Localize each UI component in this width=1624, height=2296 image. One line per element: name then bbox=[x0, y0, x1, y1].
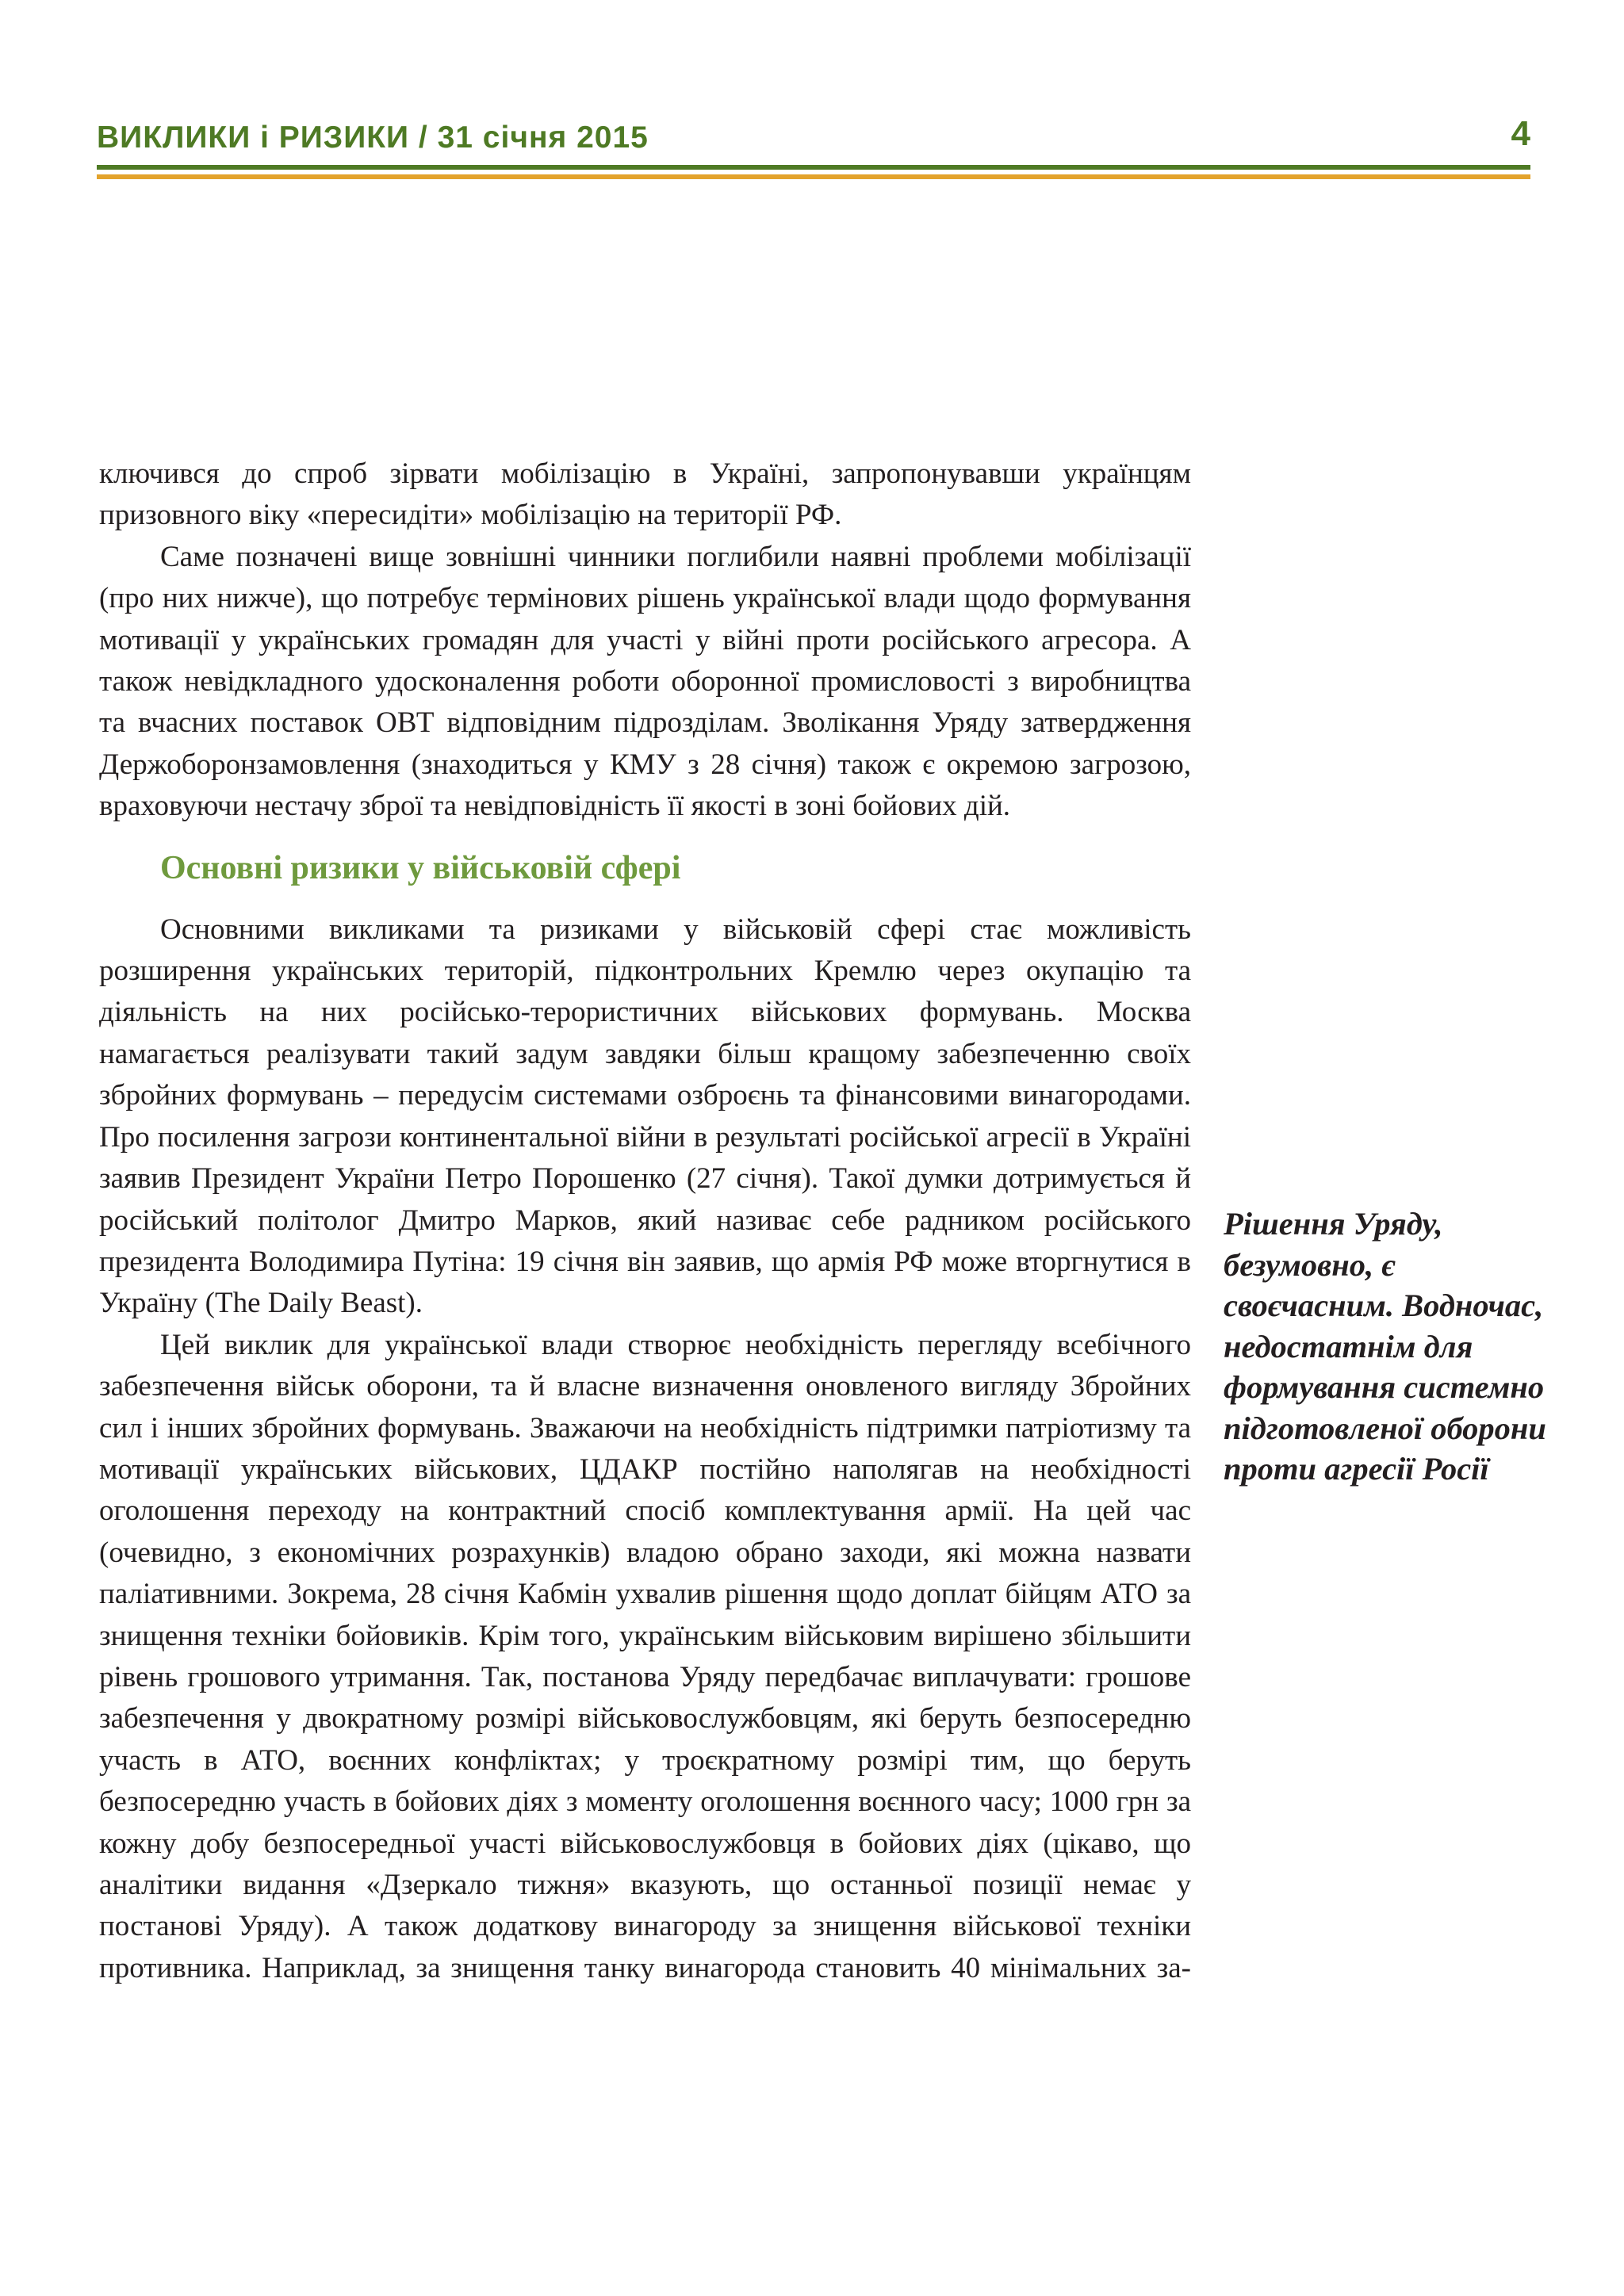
header-title: ВИКЛИКИ і РИЗИКИ / 31 січня 2015 bbox=[97, 121, 649, 155]
article-body bbox=[99, 453, 1191, 1989]
paragraph-3: Основними викликами та ризиками у військовій сфері стає можливість розширення українських територій, підконтрольних Кремлю через окупацію та діяльність на них російсько-терористичних військових формувань. Москва намагається реалізувати такий задум завдяки більш кращому забезпеченню своїх збройних формувань – передусім системами озброєнь та фінансовими винагородами. Про посилення загрози континентальної війни в результаті російської агресії в Україні заявив Президент України Петро Порошенко (27 січня). Такої думки дотримується й російський політолог Дмитро Марков, який називає себе радником російського президента Володимира Путіна: 19 січня він заявив, що армія РФ може вторгнутися в Україну (The Daily Beast). bbox=[99, 913, 1191, 1320]
page-number: 4 bbox=[1511, 114, 1530, 153]
section-heading: Основні ризики у військовій сфері bbox=[160, 849, 681, 886]
sidebar-quote: Рішення Уряду, безумовно, є своєчасним. Водночас, недостатнім для формування системно підготовленої оборони проти агресії Росії bbox=[1224, 1206, 1546, 1487]
paragraph-4: Цей виклик для української влади створює необхідність перегляду всебічного забезпечення військ оборони, та й власне визначення оновленого вигляду Збройних сил і інших збройних формувань. Зважаючи на необхідність підтримки патріотизму та мотивації українських військових, ЦДАКР постійно наполягав на необхідності оголошення переходу на контрактний спосіб комплектування армії. На цей час (очевидно, з економічних розрахунків) владою обрано заходи, які можна назвати паліативними. Зокрема, 28 січня Кабмін ухвалив рішення щодо доплат бійцям АТО за знищення техніки бойовиків. Крім того, українським військовим вирішено збільшити рівень грошового утримання. Так, постанова Уряду передбачає виплачувати: грошове забезпечення у двократному розмірі військовослужбовцям, які беруть безпосередню участь в АТО, воєнних конфліктах; у троєкратному розмірі тим, що беруть безпосередню участь в бойових діях з моменту оголошення воєнного часу; 1000 грн за кожну добу безпосередньої участі військовослужбовця в бойових діях (цікаво, що аналітики видання «Дзеркало тижня» вказують, що останньої позиції немає у постанові Уряду). А також додаткову винагороду за знищення військової техніки противника. Наприклад, за знищення танку винагорода становить 40 мінімальних за- bbox=[99, 1328, 1191, 1984]
paragraph-2: Саме позначені вище зовнішні чинники поглибили наявні проблеми мобілізації (про них нижче), що потребує термінових рішень української влади щодо формування мотивації у українських громадян для участі у війні проти російського агресора. А також невідкладного удосконалення роботи оборонної промисловості з виробництва та вчасних поставок ОВТ відповідним підрозділам. Зволікання Уряду затвердження Держоборонзамовлення (знаходиться у КМУ з 28 січня) також є окремою загрозою, враховуючи нестачу зброї та невідповідність її якості в зоні бойових дій. bbox=[99, 540, 1191, 823]
paragraph-1: ключився до спроб зірвати мобілізацію в Україні, запропонувавши українцям призовного віку «пересидіти» мобілізацію на території РФ. bbox=[99, 457, 1191, 532]
header-rule-orange bbox=[97, 174, 1530, 179]
header-rule-green bbox=[97, 165, 1530, 170]
